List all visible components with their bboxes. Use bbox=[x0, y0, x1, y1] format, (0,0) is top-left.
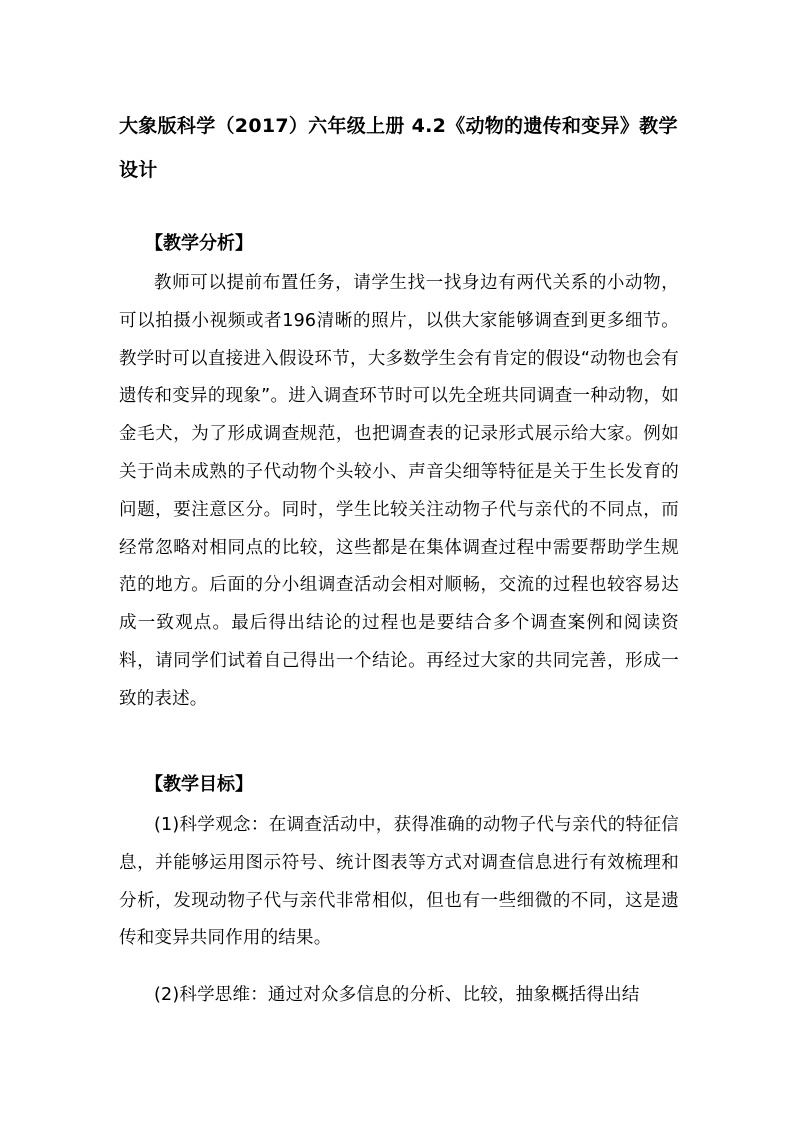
analysis-paragraph: 教师可以提前布置任务，请学生找一找身边有两代关系的小动物，可以拍摄小视频或者196清晰的照片，以供大家能够调查到更多细节。教学时可以直接进入假设环节，大多数学生会有肯定的假设“动物也会有遗传和变异的现象”。进入调查环节时可以先全班共同调查一种动物，如金毛犬，为了形成调查规范，也把调查表的记录形式展示给大家。例如关于尚未成熟的子代动物个头较小、声音尖细等特征是关于生长发育的问题，要注意区分。同时，学生比较关注动物子代与亲代的不同点，而经常忽略对相同点的比较，这些都是在集体调查过程中需要帮助学生规范的地方。后面的分小组调查活动会相对顺畅，交流的过程也较容易达成一致观点。最后得出结论的过程也是要结合多个调查案例和阅读资料，请同学们试着自己得出一个结论。再经过大家的共同完善，形成一致的表述。 bbox=[119, 273, 679, 709]
document-title: 大象版科学（2017）六年级上册 4.2《动物的遗传和变异》教学设计 bbox=[119, 115, 678, 181]
goal-item-2: (2)科学思维：通过对众多信息的分析、比较，抽象概括得出结 bbox=[154, 985, 640, 1005]
section-heading-analysis: 【教学分析】 bbox=[145, 233, 253, 254]
goal-item-1: (1)科学观念：在调查活动中，获得准确的动物子代与亲代的特征信息，并能够运用图示符号、统计图表等方式对调查信息进行有效梳理和分析，发现动物子代与亲代非常相似，但也有一些细微的不同，这是遗传和变异共同作用的结果。 bbox=[119, 815, 679, 949]
section-heading-goals: 【教学目标】 bbox=[145, 774, 253, 795]
